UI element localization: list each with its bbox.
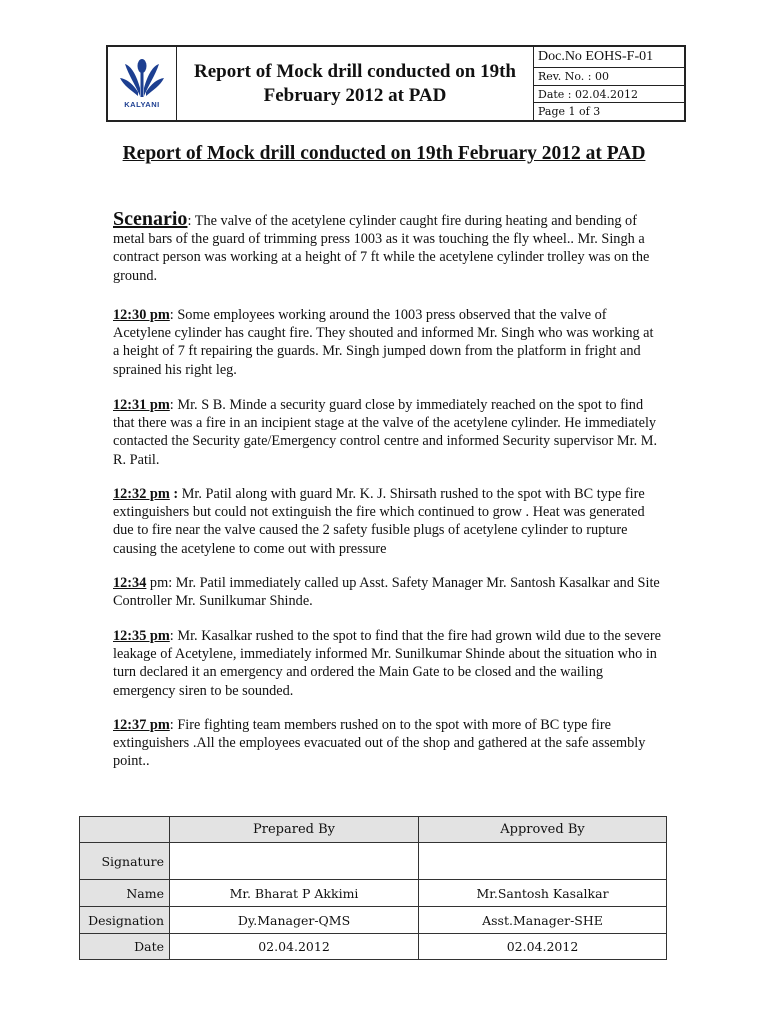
designation-label: Designation — [80, 907, 170, 934]
approved-name: Mr.Santosh Kasalkar — [419, 880, 667, 907]
event-text: Mr. S B. Minde a security guard close by immediately reached on the spot to find that there was a fire in an incipient stage at the valve of the acetylene cylinder. He immediately contacted the Security gate/Emergency control centre and informed Security supervisor Mr. M. R. Patil. — [113, 397, 658, 468]
event-text: Mr. Patil along with guard Mr. K. J. Shirsath rushed to the spot with BC type fire extinguishers but could not extinguish the fire which continued to grow . Heat was generated due to fire near the valve caused the 2 safety fusible plugs of acetylene cylinder to rupture causing the acetylene to come out with pressure — [113, 486, 645, 557]
event-time: 12:31 pm — [113, 397, 170, 413]
event-text: Fire fighting team members rushed on to the spot with more of BC type fire extinguishers .All the employees evacuated out of the shop and gathered at the safe assembly point.. — [113, 717, 646, 770]
event-time: 12:35 pm — [113, 628, 170, 644]
prepared-name: Mr. Bharat P Akkimi — [170, 880, 419, 907]
header-title: Report of Mock drill conducted on 19th February 2012 at PAD — [177, 47, 534, 120]
event-1231 — [113, 396, 661, 469]
signature-row — [80, 843, 667, 880]
event-time: 12:30 pm — [113, 307, 170, 323]
event-1235 — [113, 627, 661, 700]
designation-row — [80, 907, 667, 934]
logo-text: KALYANI — [124, 100, 160, 109]
event-separator: : — [169, 397, 174, 413]
scenario-colon: : — [187, 213, 192, 229]
prepared-designation: Dy.Manager-QMS — [170, 907, 419, 934]
event-text: Mr. Kasalkar rushed to the spot to find that the fire had grown wild due to the severe leakage of Acetylene, immediately informed Mr. Sunilkumar Shinde about the situation who in turn declared it an emergency and ordered the Main Gate to be closed and the wailing emergency siren to be sounded. — [113, 628, 661, 699]
report-title-text: Report of Mock drill conducted on 19th February 2012 at PAD — [122, 143, 646, 164]
page-number: Page 1 of 3 — [538, 105, 601, 119]
event-text: Some employees working around the 1003 press observed that the valve of Acetylene cylinder has caught fire. They shouted and informed Mr. Singh who was working at a height of 7 ft repairing the guards. Mr. Singh jumped down from the platform in fright and sprained his right leg. — [113, 307, 654, 378]
revision-number: Rev. No. : 00 — [534, 68, 684, 86]
scenario-text: The valve of the acetylene cylinder caught fire during heating and bending of metal bars of the guard of trimming press 1003 as it was touching the fly wheel.. Mr. Singh a contract person was working at a height of 7 ft while the acetylene cylinder trolley was on the ground. — [113, 213, 650, 284]
prepared-signature-cell — [170, 843, 419, 880]
signature-label: Signature — [80, 843, 170, 880]
approval-table — [79, 816, 667, 960]
event-text: Mr. Patil immediately called up Asst. Safety Manager Mr. Santosh Kasalkar and Site Controller Mr. Sunilkumar Shinde. — [113, 575, 660, 610]
document-meta — [534, 47, 684, 120]
event-separator: : — [169, 307, 174, 323]
company-logo — [108, 47, 177, 120]
doc-number: Doc.No EOHS-F-01 — [534, 47, 684, 68]
date-label: Date — [80, 934, 170, 960]
approved-signature-cell — [419, 843, 667, 880]
table-header-row — [80, 817, 667, 843]
event-separator: : — [169, 717, 174, 733]
event-1237 — [113, 716, 661, 771]
event-time: 12:32 pm — [113, 486, 170, 502]
name-row — [80, 880, 667, 907]
report-title — [0, 143, 768, 165]
event-separator: : — [169, 486, 179, 502]
event-separator: : — [169, 628, 174, 644]
scenario-paragraph — [113, 210, 661, 285]
event-time: 12:37 pm — [113, 717, 170, 733]
scenario-label: Scenario — [113, 208, 188, 230]
name-label: Name — [80, 880, 170, 907]
table-corner-cell — [80, 817, 170, 843]
date-row — [80, 934, 667, 960]
event-1230 — [113, 306, 661, 379]
prepared-date: 02.04.2012 — [170, 934, 419, 960]
prepared-by-header: Prepared By — [170, 817, 419, 843]
approved-designation: Asst.Manager-SHE — [419, 907, 667, 934]
document-header — [106, 45, 686, 122]
kalyani-logo-icon — [119, 58, 165, 98]
event-separator: pm: — [146, 575, 173, 591]
document-date: Date : 02.04.2012 — [534, 86, 684, 104]
event-1232 — [113, 485, 661, 558]
event-time: 12:34 — [113, 575, 147, 591]
approved-by-header: Approved By — [419, 817, 667, 843]
event-1234 — [113, 574, 661, 610]
approved-date: 02.04.2012 — [419, 934, 667, 960]
